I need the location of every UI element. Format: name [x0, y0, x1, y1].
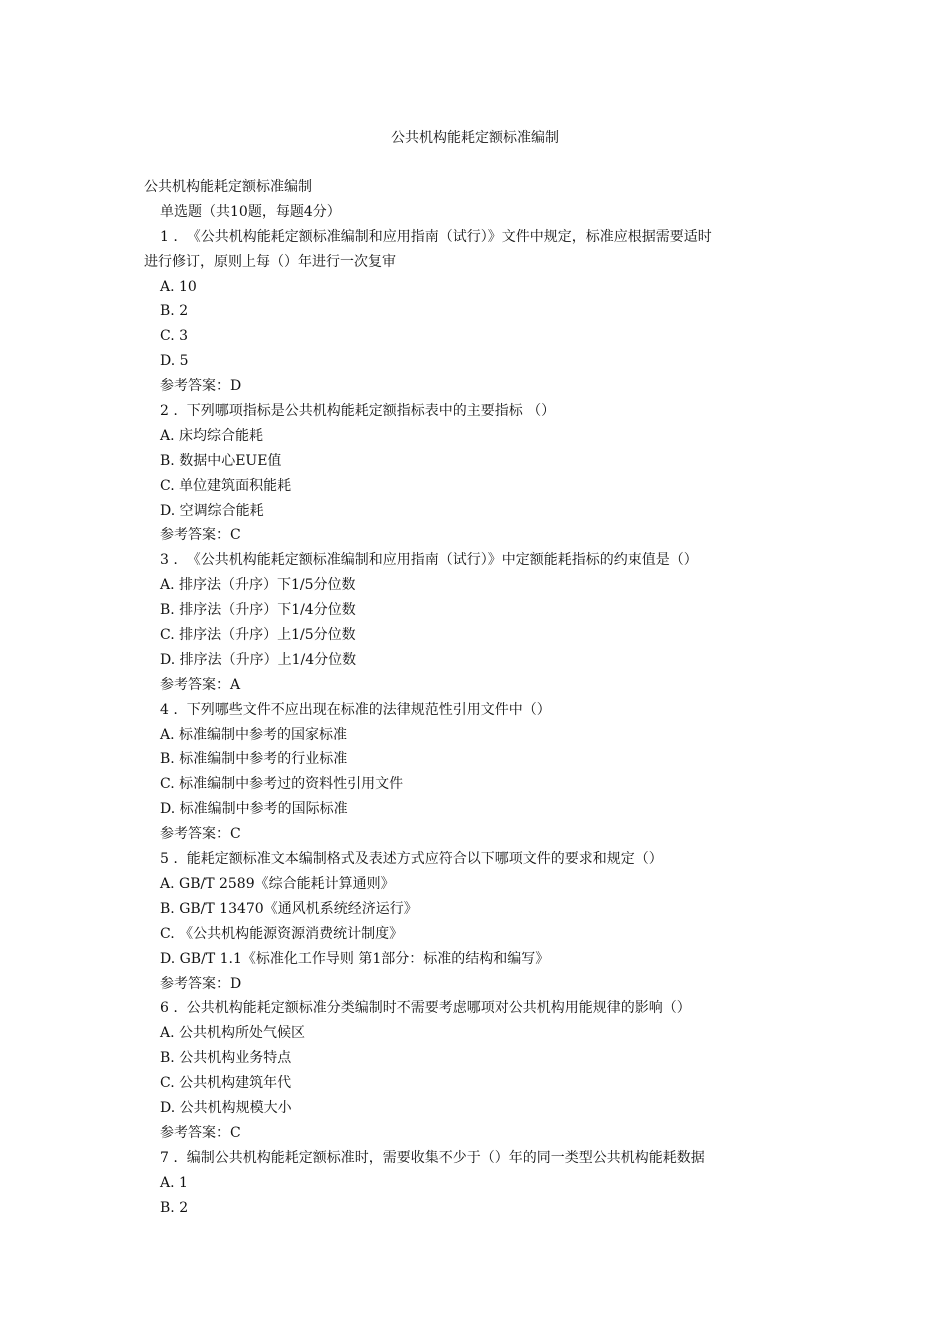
question-1-option-b: B. 2: [160, 303, 189, 320]
section-subtitle: 单选题（共10题，每题4分）: [160, 203, 341, 220]
question-1-answer: 参考答案：D: [160, 378, 242, 395]
question-3-answer: 参考答案：A: [160, 676, 241, 693]
question-4-option-c: C. 标准编制中参考过的资料性引用文件: [160, 776, 404, 793]
question-1-option-c: C. 3: [160, 328, 189, 345]
question-3-option-b: B. 排序法（升序）下1/4分位数: [160, 602, 356, 619]
question-4-option-a: A. 标准编制中参考的国家标准: [160, 726, 348, 743]
document-body: [144, 175, 824, 1220]
question-6-stem: 6 . 公共机构能耗定额标准分类编制时不需要考虑哪项对公共机构用能规律的影响（）: [160, 1000, 691, 1017]
question-6-answer: 参考答案：C: [160, 1124, 241, 1141]
question-5-option-c: C. 《公共机构能源资源消费统计制度》: [160, 925, 404, 942]
question-4-option-b: B. 标准编制中参考的行业标准: [160, 751, 348, 768]
question-1-option-d: D. 5: [160, 353, 189, 370]
question-1-stem: 1 . 《公共机构能耗定额标准编制和应用指南（试行）》文件中规定，标准应根据需要适时: [160, 228, 712, 245]
question-6-option-b: B. 公共机构业务特点: [160, 1050, 292, 1067]
question-7-option-b: B. 2: [160, 1199, 189, 1216]
question-7-option-a: A. 1: [160, 1174, 188, 1191]
question-5-option-d: D. GB/T 1.1《标准化工作导则 第1部分：标准的结构和编写》: [160, 950, 550, 967]
question-6-option-a: A. 公共机构所处气候区: [160, 1025, 306, 1042]
question-2-option-b: B. 数据中心EUE值: [160, 452, 282, 469]
question-3-stem: 3 . 《公共机构能耗定额标准编制和应用指南（试行）》中定额能耗指标的约束值是（）: [160, 552, 698, 569]
question-1-stem-cont: 进行修订，原则上每（）年进行一次复审: [144, 253, 396, 270]
document-title: 公共机构能耗定额标准编制: [391, 130, 559, 146]
question-4-stem: 4 . 下列哪些文件不应出现在标准的法律规范性引用文件中（）: [160, 701, 551, 718]
question-3-option-c: C. 排序法（升序）上1/5分位数: [160, 627, 356, 644]
question-1-option-a: A. 10: [160, 278, 197, 295]
question-4-option-d: D. 标准编制中参考的国际标准: [160, 801, 348, 818]
question-4-answer: 参考答案：C: [160, 826, 241, 843]
question-2-option-d: D. 空调综合能耗: [160, 502, 264, 519]
question-2-stem: 2 . 下列哪项指标是公共机构能耗定额指标表中的主要指标 （）: [160, 403, 556, 420]
question-6-option-c: C. 公共机构建筑年代: [160, 1075, 292, 1092]
question-6-option-d: D. 公共机构规模大小: [160, 1099, 292, 1116]
question-3-option-d: D. 排序法（升序）上1/4分位数: [160, 651, 357, 668]
question-2-answer: 参考答案：C: [160, 527, 241, 544]
question-2-option-a: A. 床均综合能耗: [160, 427, 264, 444]
question-5-option-a: A. GB/T 2589《综合能耗计算通则》: [160, 875, 395, 892]
question-3-option-a: A. 排序法（升序）下1/5分位数: [160, 577, 356, 594]
question-2-option-c: C. 单位建筑面积能耗: [160, 477, 292, 494]
section-heading: 公共机构能耗定额标准编制: [144, 179, 312, 195]
question-5-stem: 5 . 能耗定额标准文本编制格式及表述方式应符合以下哪项文件的要求和规定（）: [160, 851, 663, 868]
question-7-stem: 7 . 编制公共机构能耗定额标准时，需要收集不少于（）年的同一类型公共机构能耗数据: [160, 1149, 705, 1166]
question-5-option-b: B. GB/T 13470《通风机系统经济运行》: [160, 900, 418, 917]
question-5-answer: 参考答案：D: [160, 975, 242, 992]
